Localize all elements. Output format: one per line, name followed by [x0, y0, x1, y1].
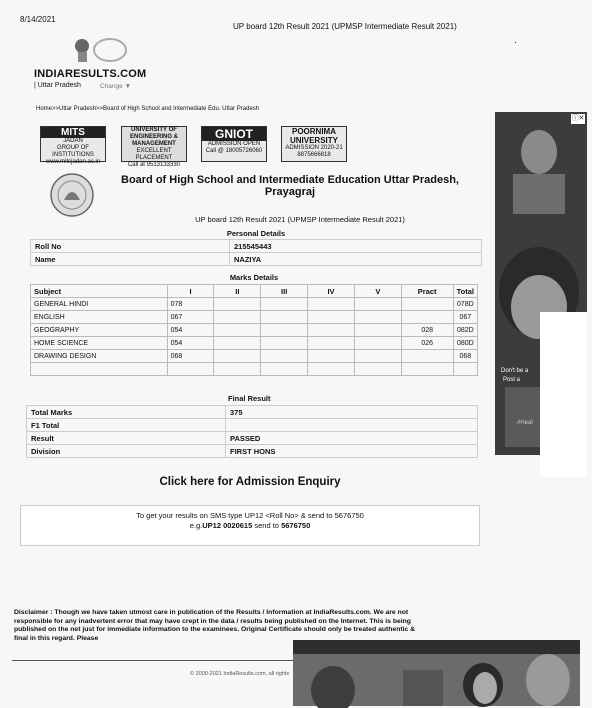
table-row — [31, 324, 478, 337]
final-result — [26, 394, 478, 458]
banner-line: 8875666818 — [297, 152, 331, 158]
final-table — [26, 405, 478, 458]
banner-line: EXCELLENT PLACEMENT — [135, 148, 173, 161]
mark-cell — [354, 324, 401, 337]
table-row — [31, 311, 478, 324]
board-emblem-icon — [48, 172, 96, 218]
marks-details — [30, 273, 478, 376]
bottom-ad[interactable] — [293, 640, 580, 706]
roll-label: Roll No — [31, 240, 230, 253]
footer-copyright: © 2000-2021 IndiaResults.com, all rights — [190, 671, 290, 677]
mark-cell — [308, 311, 355, 324]
subject-cell: GEOGRAPHY — [31, 324, 168, 337]
subject-cell: GENERAL HINDI — [31, 298, 168, 311]
name-value: NAZIYA — [230, 253, 482, 266]
board-title: Board of High School and Intermediate Education Uttar Pradesh, Prayagraj — [121, 174, 459, 198]
col-iii: III — [261, 285, 308, 298]
col-ii: II — [214, 285, 261, 298]
mark-cell — [308, 337, 355, 350]
ad-hashtag: #Heal — [517, 420, 533, 426]
col-pract: Pract — [401, 285, 453, 298]
mark-cell — [214, 324, 261, 337]
sms-send-to: send to — [252, 521, 282, 530]
mark-cell — [354, 298, 401, 311]
mark-cell — [214, 298, 261, 311]
sms-info-box — [20, 505, 480, 546]
state-label: | Uttar Pradesh — [34, 82, 81, 89]
sms-eg: e.g. — [189, 521, 203, 530]
mark-cell: 054 — [167, 337, 214, 350]
admission-enquiry-link[interactable]: Click here for Admission Enquiry — [159, 476, 341, 488]
mark-cell — [261, 324, 308, 337]
roll-value: 215545443 — [230, 240, 482, 253]
col-iv: IV — [308, 285, 355, 298]
dot-mark: . — [514, 35, 517, 46]
mark-cell — [214, 337, 261, 350]
disclaimer: Disclaimer : Though we have taken utmost care in publication of the Results / Information at IndiaResults.com. We are not responsible for any inadvertent error that may have crept in the data / results being published on the Internet. This is being published on the net just for immediate information to the examinees. Original Certificate should only be treated authentic & final in this regard. Please — [14, 609, 416, 642]
total-marks-value: 375 — [226, 406, 478, 419]
col-total: Total — [453, 285, 477, 298]
print-title: UP board 12th Result 2021 (UPMSP Intermediate Result 2021) — [233, 22, 457, 31]
ad-close-icon[interactable]: ⓘ✕ — [571, 115, 585, 122]
breadcrumb[interactable]: Home>>Uttar Pradesh>>Board of High School and Intermediate Edu. Uttar Pradesh — [36, 106, 260, 112]
total-cell: 080D — [453, 337, 477, 350]
banner-gniot[interactable] — [201, 126, 267, 162]
mark-cell: 054 — [167, 324, 214, 337]
banner-title: GNIOT — [202, 127, 266, 141]
banner-poornima[interactable] — [281, 126, 347, 162]
subject-cell: HOME SCIENCE — [31, 337, 168, 350]
mark-cell — [261, 298, 308, 311]
mark-cell — [308, 298, 355, 311]
banner-mits[interactable] — [40, 126, 106, 165]
pract-cell: 026 — [401, 337, 453, 350]
subject-cell: ENGLISH — [31, 311, 168, 324]
mark-cell — [354, 350, 401, 363]
banner-line: www.mitsjadan.ac.in — [45, 159, 101, 165]
f1-total-value — [226, 419, 478, 432]
personal-table — [30, 239, 482, 266]
site-logo-text[interactable]: INDIARESULTS.COM — [34, 68, 147, 80]
pract-cell: 028 — [401, 324, 453, 337]
subject-cell: DRAWING DESIGN — [31, 350, 168, 363]
banner-line: GROUP OF INSTITUTIONS — [52, 145, 94, 158]
pract-cell — [401, 350, 453, 363]
banner-line: ADMISSION OPEN — [207, 141, 261, 147]
mark-cell — [308, 324, 355, 337]
ad-white-panel — [540, 312, 587, 477]
col-i: I — [167, 285, 214, 298]
marks-header-row — [31, 285, 478, 298]
table-row — [31, 298, 478, 311]
banner-uem[interactable] — [121, 126, 187, 168]
bottom-ad-photo-icon — [293, 640, 580, 706]
result-label: Result — [27, 432, 226, 445]
change-state-link[interactable]: Change ▼ — [100, 83, 132, 90]
mark-cell — [354, 337, 401, 350]
banner-title: POORNIMA UNIVERSITY — [289, 127, 338, 145]
total-cell: 068 — [453, 350, 477, 363]
result-value: PASSED — [226, 432, 478, 445]
side-ad[interactable] — [495, 112, 587, 455]
final-section-title: Final Result — [228, 394, 271, 403]
name-label: Name — [31, 253, 230, 266]
marks-section-title: Marks Details — [229, 273, 279, 282]
site-logo-icon — [72, 36, 132, 66]
sms-example-code: UP12 0020615 — [202, 521, 253, 530]
division-value: FIRST HONS — [226, 445, 478, 458]
mark-cell: 067 — [167, 311, 214, 324]
sms-line-1: To get your results on SMS type UP12 <Roll No> & send to 5676750 — [136, 511, 364, 520]
pract-cell — [401, 311, 453, 324]
personal-details — [30, 229, 482, 266]
table-row — [31, 350, 478, 363]
f1-total-label: F1 Total — [27, 419, 226, 432]
pract-cell — [401, 298, 453, 311]
banner-title: MITS — [41, 127, 105, 138]
marks-table — [30, 284, 478, 376]
total-cell: 078D — [453, 298, 477, 311]
mark-cell — [214, 350, 261, 363]
banner-line: Call @ 18005726060 — [205, 148, 263, 154]
mark-cell — [261, 311, 308, 324]
ad-text-2: Post a — [503, 377, 521, 383]
col-v: V — [354, 285, 401, 298]
total-cell: 082D — [453, 324, 477, 337]
mark-cell: 078 — [167, 298, 214, 311]
banner-line: JADAN — [63, 138, 83, 144]
mark-cell — [261, 337, 308, 350]
sms-number: 5676750 — [281, 521, 311, 530]
mark-cell: 068 — [167, 350, 214, 363]
table-row — [31, 337, 478, 350]
table-row-empty — [31, 363, 478, 376]
banner-title: UNIVERSITY OF ENGINEERING & MANAGEMENT — [129, 127, 178, 147]
ad-text-1: Don't be a — [501, 368, 529, 374]
mark-cell — [261, 350, 308, 363]
personal-section-title: Personal Details — [226, 229, 286, 238]
total-marks-label: Total Marks — [27, 406, 226, 419]
print-date: 8/14/2021 — [20, 15, 56, 24]
total-cell: 067 — [453, 311, 477, 324]
mark-cell — [354, 311, 401, 324]
result-title: UP board 12th Result 2021 (UPMSP Intermediate Result 2021) — [195, 215, 405, 224]
banner-line: Call at 9513133330 — [127, 162, 181, 168]
mark-cell — [214, 311, 261, 324]
mark-cell — [308, 350, 355, 363]
col-subject: Subject — [31, 285, 168, 298]
division-label: Division — [27, 445, 226, 458]
banner-line: ADMISSION 2020-21 — [285, 145, 343, 151]
